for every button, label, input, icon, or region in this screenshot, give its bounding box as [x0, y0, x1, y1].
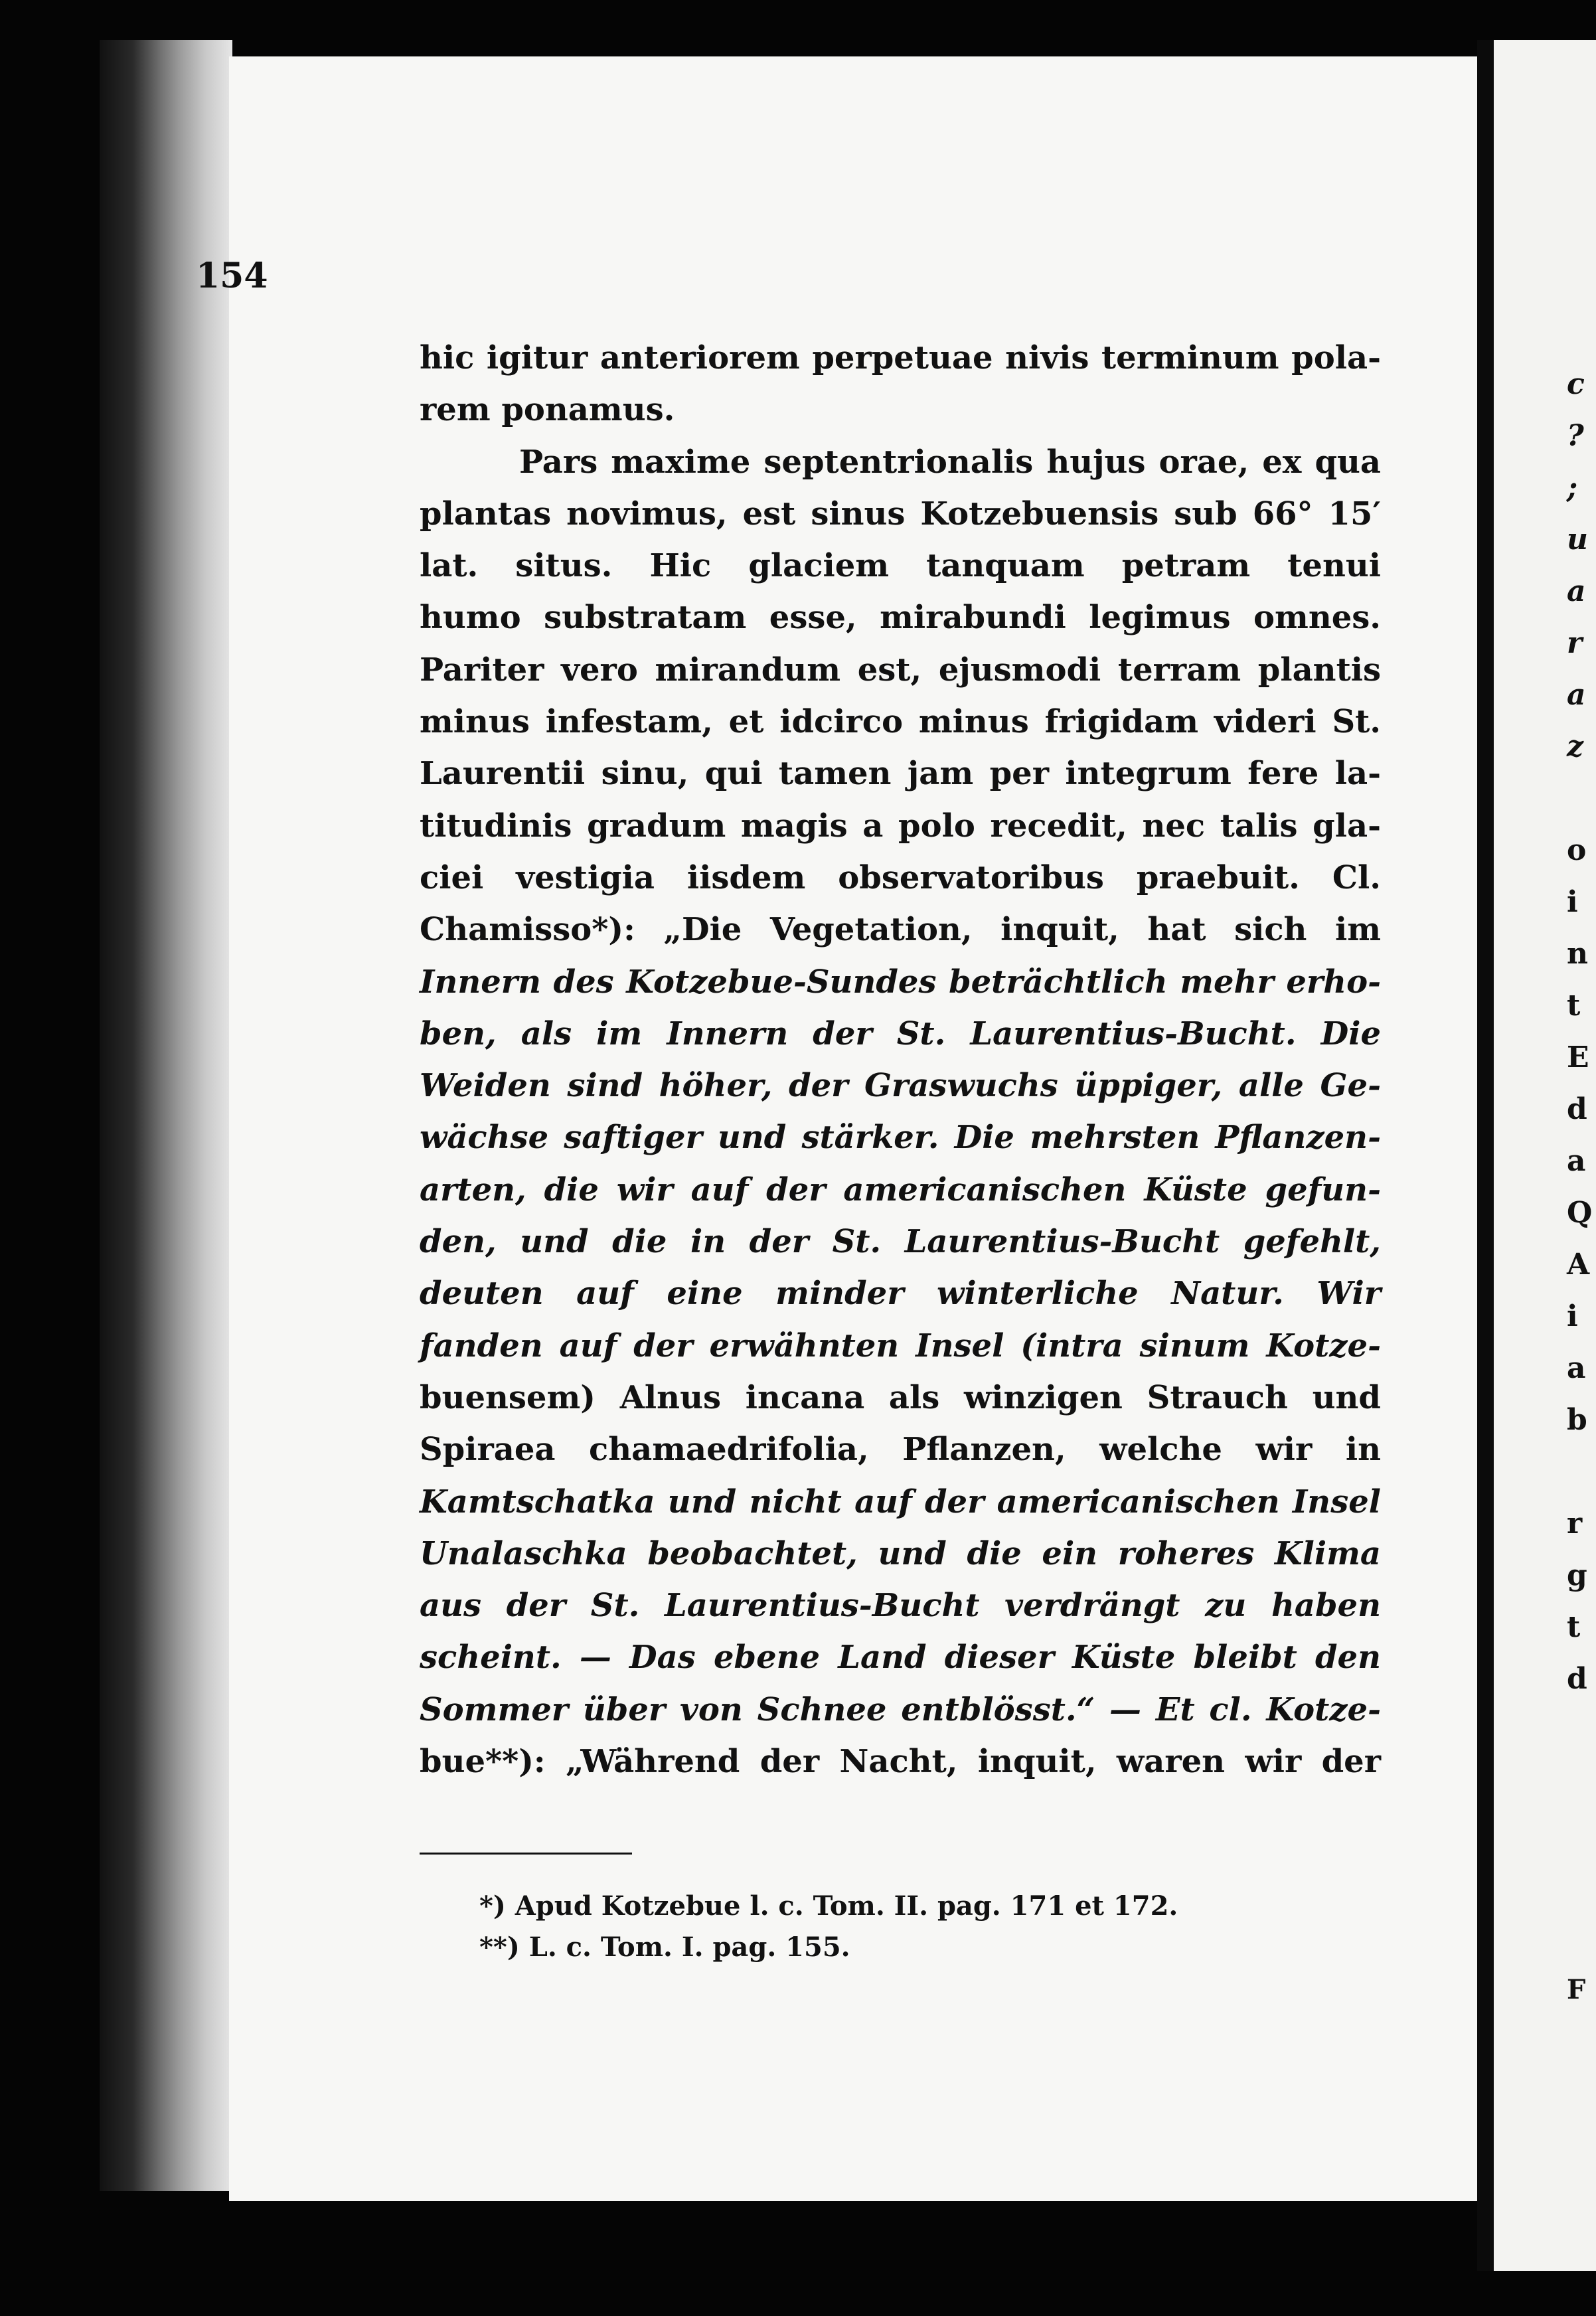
text-line: ben, als im Innern der St. Laurentius-Bucht. Die — [420, 1015, 1381, 1052]
text-line: Unalaschka beobachtet, und die ein roheres Klima — [420, 1534, 1381, 1572]
fragment: g — [1567, 1558, 1587, 1592]
text-line: bue**): „Während der Nacht, inquit, waren wir der — [420, 1743, 1381, 1781]
footnote: **) L. c. Tom. I. pag. 155. — [479, 1932, 850, 1963]
fragment: a — [1567, 1351, 1586, 1385]
fragment: ; — [1567, 471, 1578, 505]
text-line: aus der St. Laurentius-Bucht verdrängt zu haben — [420, 1587, 1381, 1625]
body-text — [420, 332, 1381, 1787]
right-page-text-fragments — [1567, 359, 1596, 2016]
book-edge — [100, 40, 232, 2191]
text-line: lat. situs. Hic glaciem tanquam petram tenui — [420, 547, 1381, 585]
fragment — [1567, 773, 1596, 825]
fragment: a — [1567, 574, 1586, 608]
fragment: i — [1567, 1299, 1578, 1333]
fragment: d — [1567, 1092, 1587, 1126]
footnote: *) Apud Kotzebue l. c. Tom. II. pag. 171 et 172. — [479, 1890, 1178, 1922]
text-line: buensem) Alnus incana als winzigen Strauch und — [420, 1378, 1381, 1416]
text-line: ciei vestigia iisdem observatoribus praebuit. Cl. — [420, 859, 1381, 896]
text-line: Sommer über von Schnee entblösst.“ — Et cl. Kotze- — [420, 1691, 1381, 1728]
text-line: scheint. — Das ebene Land dieser Küste bleibt den — [420, 1639, 1381, 1677]
text-line: Pars maxime septentrionalis hujus orae, ex qua — [519, 443, 1381, 481]
fragment: r — [1567, 1507, 1583, 1540]
page-number: 154 — [196, 256, 268, 296]
fragment: t — [1567, 989, 1581, 1023]
text-line: den, und die in der St. Laurentius-Bucht gefehlt, — [420, 1223, 1381, 1261]
text-line: humo substratam esse, mirabundi legimus omnes. — [420, 599, 1381, 637]
gutter-shadow — [1477, 40, 1494, 2271]
fragment: r — [1567, 626, 1583, 660]
text-line: Kamtschatka und nicht auf der americanischen Insel — [420, 1483, 1381, 1521]
text-line: Pariter vero mirandum est, ejusmodi terram plantis — [420, 651, 1381, 689]
fragment: i — [1567, 885, 1578, 919]
text-line: Innern des Kotzebue-Sundes beträchtlich mehr erho- — [420, 963, 1381, 1001]
text-line: deuten auf eine minder winterliche Natur. Wir — [420, 1275, 1381, 1313]
fragment — [1567, 1446, 1596, 1498]
text-line: fanden auf der erwähnten Insel (intra sinum Kotze- — [420, 1327, 1381, 1365]
text-line: Weiden sind höher, der Graswuchs üppiger, alle Ge- — [420, 1067, 1381, 1105]
fragment: b — [1567, 1403, 1587, 1437]
fragment: E — [1567, 1040, 1589, 1074]
fragment: o — [1567, 833, 1587, 867]
fragment: a — [1567, 678, 1586, 712]
text-line: arten, die wir auf der americanischen Küste gefun- — [420, 1171, 1381, 1208]
fragment — [1567, 1705, 1596, 1757]
fragment — [1567, 1912, 1596, 1964]
footnote-rule — [420, 1853, 632, 1855]
text-line: hic igitur anteriorem perpetuae nivis terminum pola- — [420, 339, 1381, 376]
fragment: n — [1567, 937, 1588, 971]
text-line: wächse saftiger und stärker. Die mehrsten Pflanzen- — [420, 1119, 1381, 1157]
text-line: minus infestam, et idcirco minus frigidam videri St. — [420, 703, 1381, 741]
text-line: plantas novimus, est sinus Kotzebuensis sub 66° 15′ — [420, 495, 1381, 533]
text-line: Laurentii sinu, qui tamen jam per integrum fere la- — [420, 755, 1381, 793]
fragment: ? — [1567, 419, 1584, 453]
fragment — [1567, 1757, 1596, 1809]
fragment: z — [1567, 730, 1583, 764]
fragment — [1567, 1861, 1596, 1912]
text-line: rem ponamus. — [420, 391, 675, 429]
text-line: Spiraea chamaedrifolia, Pflanzen, welche wir in — [420, 1431, 1381, 1469]
fragment: F — [1567, 1974, 1586, 2005]
fragment: u — [1567, 523, 1588, 556]
fragment: A — [1567, 1248, 1590, 1282]
fragment: d — [1567, 1662, 1587, 1696]
text-line: titudinis gradum magis a polo recedit, nec talis gla- — [420, 807, 1381, 845]
footnotes — [479, 1886, 1342, 1968]
fragment: c — [1567, 367, 1585, 401]
fragment: Q — [1567, 1196, 1593, 1230]
text-line: Chamisso*): „Die Vegetation, inquit, hat sich im — [420, 911, 1381, 949]
fragment: t — [1567, 1610, 1581, 1644]
fragment — [1567, 1809, 1596, 1861]
fragment: a — [1567, 1144, 1586, 1178]
